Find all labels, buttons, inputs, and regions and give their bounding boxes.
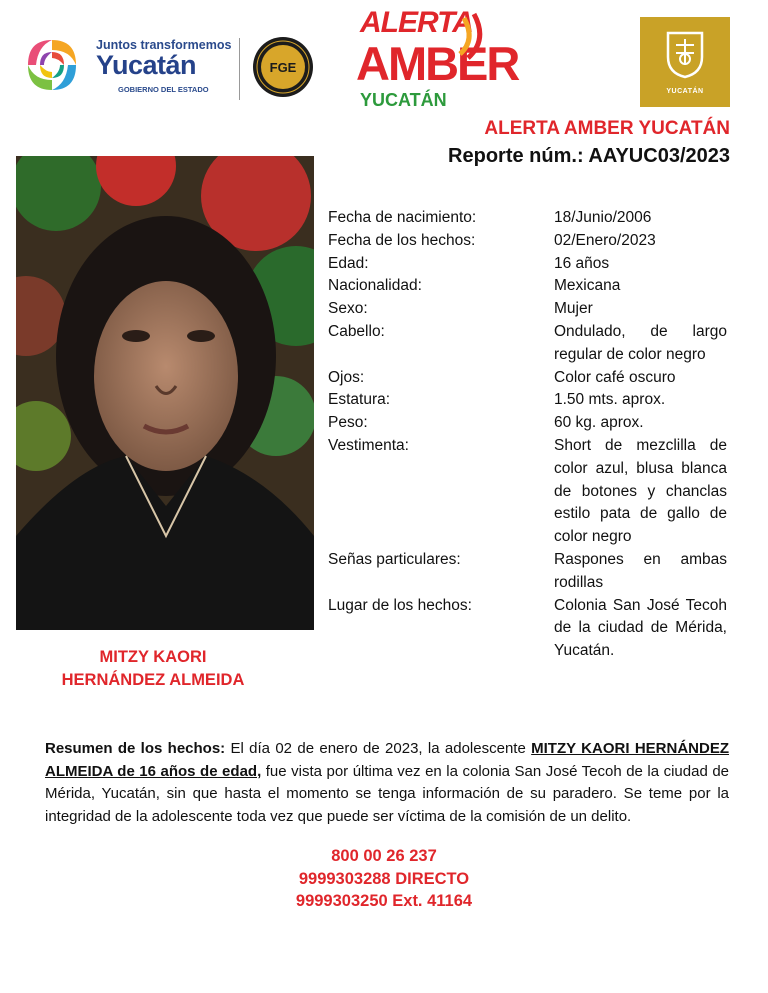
- phone-line-2: 9999303288 DIRECTO: [298, 869, 470, 888]
- info-label: Fecha de los hechos:: [328, 231, 476, 249]
- person-name: [16, 646, 290, 692]
- yucatan-logo-line3: GOBIERNO DEL ESTADO: [118, 85, 209, 94]
- info-table: [328, 207, 728, 663]
- logo-divider: [239, 38, 240, 100]
- info-row-sex: [328, 298, 728, 321]
- report-number: Reporte núm.: AAYUC03/2023: [448, 145, 730, 167]
- seal-text: YUCATÁN: [666, 88, 704, 95]
- info-value: Short de mezclilla de color azul, blusa blanca de botones y chanclas estilo pata de gallo de color negro: [554, 436, 727, 546]
- info-value: Mujer: [554, 300, 593, 318]
- info-value: 1.50 mts. aprox.: [554, 391, 666, 409]
- info-value: 16 años: [554, 254, 610, 272]
- info-row-hair: [328, 321, 728, 367]
- coat-of-arms-icon: [662, 29, 708, 79]
- yucatan-state-seal: [640, 17, 730, 107]
- info-value: Raspones en ambas rodillas: [554, 550, 727, 591]
- info-value: Mexicana: [554, 277, 621, 295]
- amber-logo-line1: ALERTA: [360, 6, 473, 39]
- info-value: 60 kg. aprox.: [554, 414, 644, 432]
- fge-logo-text: FGE: [269, 60, 297, 75]
- info-label: Señas particulares:: [328, 550, 461, 568]
- info-label: Nacionalidad:: [328, 277, 422, 295]
- info-row-height: [328, 389, 728, 412]
- info-row-marks: [328, 549, 728, 595]
- info-label: Estatura:: [328, 391, 391, 409]
- yucatan-logo-line2: Yucatán: [96, 50, 197, 80]
- phone-line-1: 800 00 26 237: [331, 847, 437, 865]
- info-value: Colonia San José Tecoh de la ciudad de Mérida, Yucatán.: [554, 596, 727, 660]
- info-row-weight: [328, 412, 728, 435]
- yucatan-emblem-icon: [18, 32, 86, 98]
- info-label: Sexo:: [328, 300, 368, 318]
- summary-text-1: El día 02 de enero de 2023, la adolescente: [225, 740, 532, 757]
- name-line2: HERNÁNDEZ ALMEIDA: [61, 671, 245, 689]
- info-value: Ondulado, de largo regular de color negro: [554, 322, 727, 363]
- summary-paragraph: [45, 738, 729, 828]
- info-label: Cabello:: [328, 322, 385, 340]
- info-row-clothing: [328, 435, 728, 549]
- info-row-nationality: [328, 275, 728, 298]
- summary-label: Resumen de los hechos:: [45, 740, 226, 757]
- info-row-birthdate: [328, 207, 728, 230]
- signal-waves-icon: [454, 10, 490, 62]
- amber-logo-line2: AMBER: [356, 37, 519, 90]
- yucatan-government-logo: [18, 30, 248, 102]
- info-value: 02/Enero/2023: [554, 231, 656, 249]
- info-row-event-date: [328, 230, 728, 253]
- info-value: Color café oscuro: [554, 368, 676, 386]
- info-label: Fecha de nacimiento:: [328, 209, 477, 226]
- fge-seal-icon: [252, 36, 314, 98]
- info-label: Ojos:: [328, 368, 365, 386]
- info-row-location: [328, 595, 728, 663]
- yucatan-logo-line1: Juntos transformemos: [96, 38, 232, 52]
- info-label: Vestimenta:: [328, 436, 409, 454]
- name-line1: MITZY KAORI: [99, 648, 207, 666]
- info-row-age: [328, 253, 728, 276]
- summary-highlight: MITZY KAORI HERNÁNDEZ ALMEIDA de 16 años de edad,: [45, 740, 730, 780]
- missing-person-photo: [16, 156, 314, 630]
- fge-logo: [252, 36, 314, 98]
- alert-title: ALERTA AMBER YUCATÁN: [484, 118, 730, 139]
- info-label: Peso:: [328, 414, 368, 432]
- contact-phones: [0, 845, 768, 913]
- alerta-amber-logo: [354, 6, 519, 114]
- portrait-image: [16, 156, 314, 630]
- amber-logo-line3: YUCATÁN: [360, 90, 447, 110]
- phone-line-3: 9999303250 Ext. 41164: [295, 892, 473, 910]
- summary-text-2: fue vista por última vez en la colonia San José Tecoh de la ciudad de Mérida, Yucatán, sin que hasta el momento se tenga información de su paradero. Se teme por la integridad de la adolescente toda vez que puede ser víctima de la comisión de un delito.: [45, 762, 729, 825]
- info-label: Edad:: [328, 254, 369, 272]
- info-row-eyes: [328, 367, 728, 390]
- info-value: 18/Junio/2006: [554, 209, 652, 226]
- info-label: Lugar de los hechos:: [328, 596, 472, 614]
